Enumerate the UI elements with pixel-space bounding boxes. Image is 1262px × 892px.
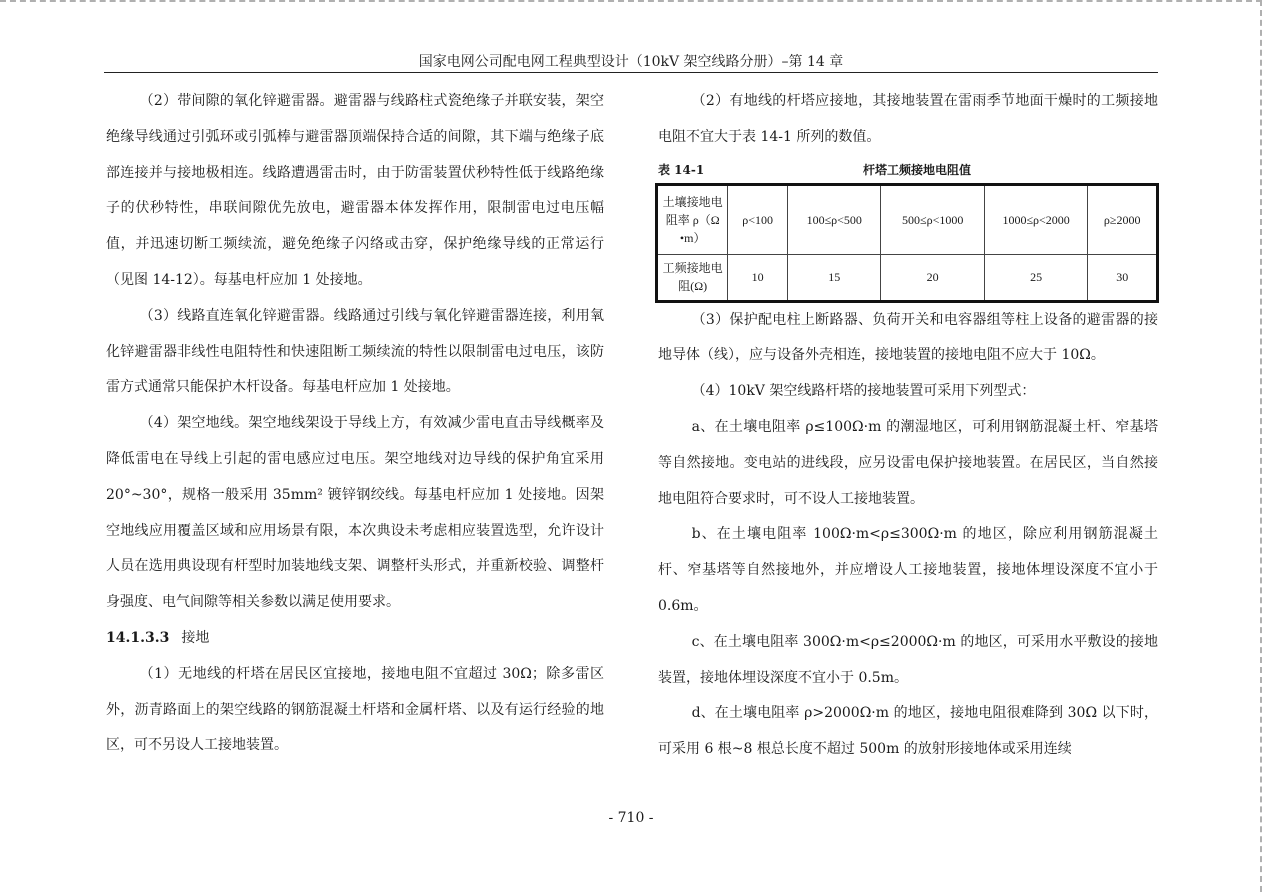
paragraph-pole-equipment: （3）保护配电柱上断路器、负荷开关和电容器组等柱上设备的避雷器的接地导体（线），应与设备外壳相连，接地装置的接地电阻不应大于 10Ω。	[658, 311, 1158, 364]
table-cell: 30	[1088, 254, 1158, 301]
section-number: 14.1.3.3	[106, 629, 170, 646]
table-caption	[658, 157, 1158, 183]
table-cell: ρ≥2000	[1088, 184, 1158, 254]
table-row-header: 工频接地电阻(Ω)	[657, 254, 728, 301]
list-item-a: a、在土壤电阻率 ρ≤100Ω·m 的潮湿地区，可利用钢筋混凝土杆、窄基塔等自然接地。变电站的进线段，应另设雷电保护接地装置。在居民区，当自然接地电阻符合要求时，可不设人工接地装置。	[658, 418, 1158, 507]
table-cell: 20	[881, 254, 984, 301]
paragraph-direct-arrester: （3）线路直连氧化锌避雷器。线路通过引线与氧化锌避雷器连接，利用氧化锌避雷器非线性电阻特性和快速阻断工频续流的特性以限制雷电过电压，该防雷方式通常只能保护木杆设备。每基电杆应加 1 处接地。	[106, 307, 604, 396]
left-column	[106, 84, 604, 764]
table-cell: 500≤ρ<1000	[881, 184, 984, 254]
right-column	[658, 84, 1158, 768]
table-cell: 15	[788, 254, 881, 301]
list-item-b: b、在土壤电阻率 100Ω·m<ρ≤300Ω·m 的地区，除应利用钢筋混凝土杆、窄基塔等自然接地外，并应增设人工接地装置，接地体埋设深度不宜小于 0.6m。	[658, 526, 1158, 614]
table-cell: 100≤ρ<500	[788, 184, 881, 254]
paragraph-gapped-arrester: （2）带间隙的氧化锌避雷器。避雷器与线路柱式瓷绝缘子并联安装，架空绝缘导线通过引弧环或引弧棒与避雷器顶端保持合适的间隙，其下端与绝缘子底部连接并与接地极相连。线路遭遇雷击时，由于防雷装置伏秒特性低于线路绝缘子的伏秒特性，串联间隙优先放电，避雷器本体发挥作用，限制雷电过电压幅值，并迅速切断工频续流，避免绝缘子闪络或击穿，保护绝缘导线的正常运行（见图 14-12）。每基电杆应加 1 处接地。	[106, 93, 604, 288]
section-title: 接地	[181, 629, 210, 646]
list-item-c: c、在土壤电阻率 300Ω·m<ρ≤2000Ω·m 的地区，可采用水平敷设的接地装置，接地体埋设深度不宜小于 0.5m。	[658, 633, 1158, 686]
page-header: 国家电网公司配电网工程典型设计（10kV 架空线路分册）–第 14 章	[418, 54, 844, 70]
table-row-header: 土壤接地电阻率 ρ（Ω •m）	[657, 184, 728, 254]
table-cell: 1000≤ρ<2000	[984, 184, 1088, 254]
header-rule	[104, 72, 1158, 73]
paragraph-grounding-1: （1）无地线的杆塔在居民区宜接地，接地电阻不宜超过 30Ω；除多雷区外，沥青路面上的架空线路的钢筋混凝土杆塔和金属杆塔、以及有运行经验的地区，可不另设人工接地装置。	[106, 665, 604, 754]
table-cell: 25	[984, 254, 1088, 301]
paragraph-grounding-2: （2）有地线的杆塔应接地，其接地装置在雷雨季节地面干燥时的工频接地电阻不宜大于表 14-1 所列的数值。	[658, 93, 1158, 145]
paragraph-grounding-types: （4）10kV 架空线路杆塔的接地装置可采用下列型式：	[691, 383, 1036, 400]
table-row	[657, 254, 1158, 301]
table-cell: ρ<100	[728, 184, 788, 254]
page-number: - 710 -	[608, 810, 654, 826]
table-number: 表 14-1	[658, 162, 705, 177]
section-heading	[106, 621, 604, 657]
list-item-d: d、在土壤电阻率 ρ>2000Ω·m 的地区，接地电阻很难降到 30Ω 以下时，可采用 6 根~8 根总长度不超过 500m 的放射形接地体或采用连续	[658, 705, 1158, 758]
table-title: 杆塔工频接地电阻值	[863, 162, 972, 177]
paragraph-overhead-ground-wire: （4）架空地线。架空地线架设于导线上方，有效减少雷电直击导线概率及降低雷电在导线上引起的雷电感应过电压。架空地线对边导线的保护角宜采用 20°~30°，规格一般采用 35mm² 镀锌钢绞线。每基电杆应加 1 处接地。因架空地线应用覆盖区域和应用场景有限，本次典设未考虑相应装置选型，允许设计人员在选用典设现有杆型时加装地线支架、调整杆头形式，并重新校验、调整杆身强度、电气间隙等相关参数以满足使用要求。	[106, 415, 604, 611]
table-cell: 10	[728, 254, 788, 301]
table-row	[657, 184, 1158, 254]
grounding-resistance-table	[655, 183, 1159, 303]
